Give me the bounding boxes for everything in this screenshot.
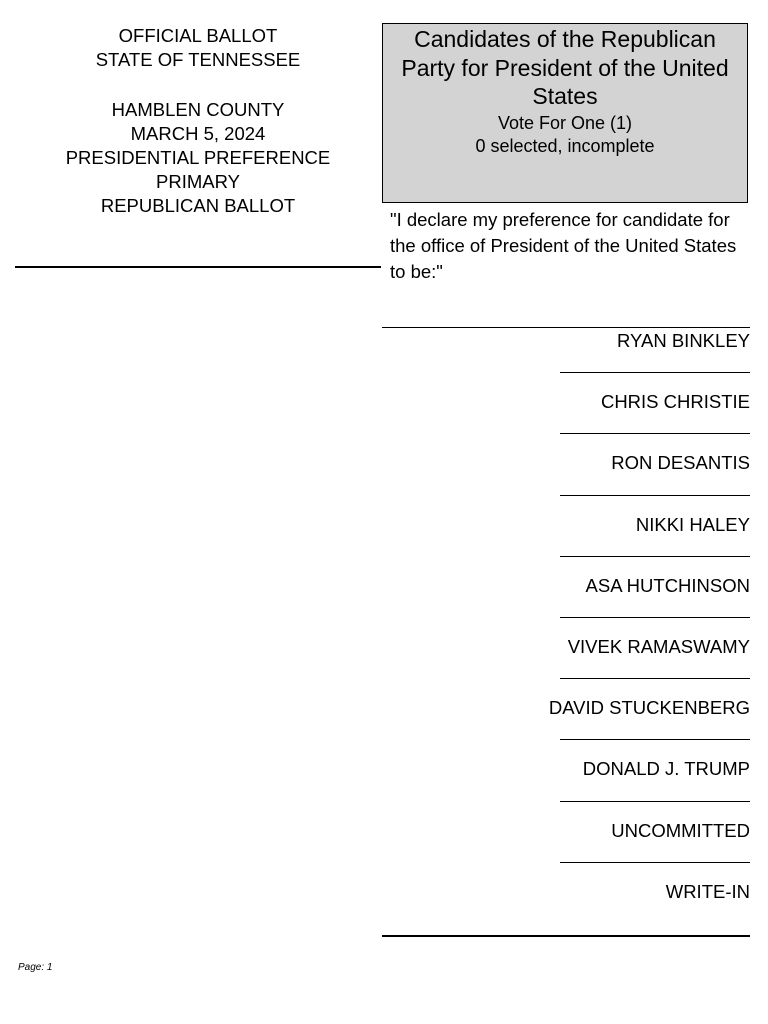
header-spacer [30, 72, 366, 98]
candidate-option[interactable] [382, 496, 750, 557]
candidate-name: WRITE-IN [665, 880, 750, 902]
candidate-option[interactable] [382, 679, 750, 740]
page-number: Page: 1 [18, 962, 53, 973]
candidate-option[interactable] [382, 740, 750, 801]
candidate-name: DONALD J. TRUMP [582, 758, 750, 780]
ballot-header-line2: STATE OF TENNESSEE [95, 49, 301, 70]
contest-header [382, 23, 748, 203]
selection-status: 0 selected, incomplete [475, 135, 655, 156]
candidate-name: NIKKI HALEY [635, 513, 750, 535]
header-divider [15, 266, 381, 268]
county-name: HAMBLEN COUNTY [111, 99, 285, 120]
ballot-type: REPUBLICAN BALLOT [100, 195, 296, 216]
candidate-name: VIVEK RAMASWAMY [567, 635, 750, 657]
candidate-option[interactable] [382, 434, 750, 495]
ballot-header [30, 24, 366, 218]
candidate-list [382, 312, 750, 924]
vote-instructions: Vote For One (1) [497, 112, 633, 133]
candidate-option[interactable] [382, 312, 750, 373]
candidate-name: CHRIS CHRISTIE [600, 391, 750, 413]
candidate-name: RYAN BINKLEY [617, 330, 750, 351]
candidate-option[interactable] [382, 618, 750, 679]
candidate-option[interactable] [382, 802, 750, 863]
election-name-line1: PRESIDENTIAL PREFERENCE [65, 147, 331, 168]
contest-title: Candidates of the Republican Party for President of the United States [401, 26, 729, 109]
declaration-text: "I declare my preference for candidate for the office of President of the United States to be:" [390, 209, 737, 282]
ballot-header-line1: OFFICIAL BALLOT [118, 25, 278, 46]
candidate-name: UNCOMMITTED [611, 819, 750, 841]
candidate-option[interactable] [382, 373, 750, 434]
contest-bottom-divider [382, 935, 750, 937]
election-date: MARCH 5, 2024 [130, 123, 266, 144]
candidate-name: ASA HUTCHINSON [585, 574, 750, 596]
candidate-name: DAVID STUCKENBERG [548, 697, 750, 719]
election-name-line2: PRIMARY [156, 171, 240, 192]
write-in-option[interactable] [382, 863, 750, 924]
candidate-option[interactable] [382, 557, 750, 618]
candidate-name: RON DESANTIS [611, 452, 750, 474]
